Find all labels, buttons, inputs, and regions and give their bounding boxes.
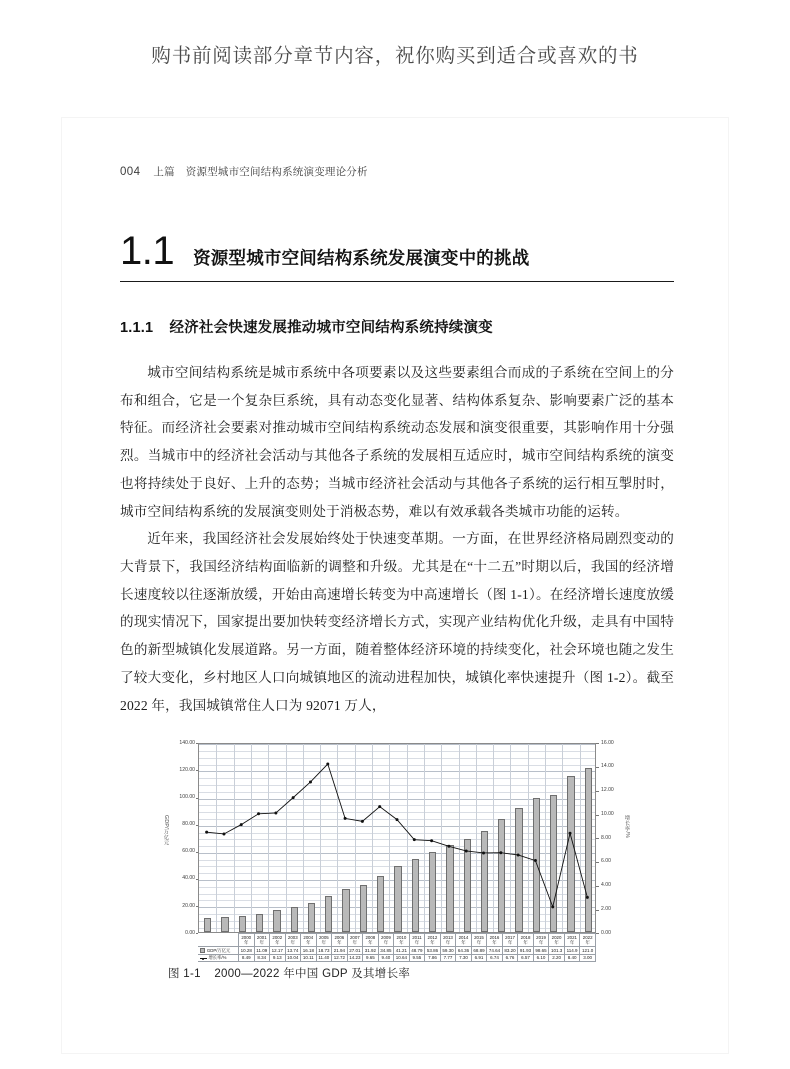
chart-right-tick-label: 6.00 — [601, 858, 611, 865]
table-cell-value: 98.65 — [533, 946, 549, 954]
table-cell-value: 10.11 — [301, 954, 317, 961]
table-cell-year: 2016 年 — [487, 934, 503, 947]
table-cell-value: 3.00 — [580, 954, 596, 961]
chart-y-axis-label: GDP/万亿元 — [163, 815, 169, 846]
table-cell-value: 9.13 — [270, 954, 286, 961]
chart-right-tick-mark — [596, 838, 599, 839]
table-cell-value: 12.72 — [332, 954, 348, 961]
chart-left-tick-mark — [196, 906, 199, 907]
chart-bar — [342, 889, 349, 932]
table-cell-value: 7.86 — [425, 954, 441, 961]
chart-left-tick-label: 140.00 — [179, 739, 195, 746]
chart-bar — [515, 808, 522, 933]
table-cell-value: 2.20 — [549, 954, 565, 961]
legend-line-swatch-icon — [200, 958, 207, 959]
running-head — [120, 164, 674, 179]
subsection-number: 1.1.1 — [120, 320, 154, 336]
chart-right-tick-label: 16.00 — [601, 739, 614, 746]
chart-left-tick-label: 120.00 — [179, 766, 195, 773]
table-cell-year: 2019 年 — [533, 934, 549, 947]
chart-left-tick-label: 40.00 — [182, 875, 195, 882]
chart-bar — [429, 852, 436, 932]
chart-right-tick-mark — [596, 862, 599, 863]
chart-right-tick-label: 0.00 — [601, 929, 611, 936]
table-cell-value: 27.01 — [347, 946, 363, 954]
figure-1-1 — [120, 737, 674, 981]
chart-right-tick-label: 4.00 — [601, 882, 611, 889]
table-cell-year: 2020 年 — [549, 934, 565, 947]
table-cell-year: 2001 年 — [254, 934, 270, 947]
table-cell-year: 2005 年 — [316, 934, 332, 947]
table-cell-year: 2004 年 — [301, 934, 317, 947]
table-cell-value: 8.40 — [564, 954, 580, 961]
table-cell-year: 2002 年 — [270, 934, 286, 947]
chart-right-tick-mark — [596, 767, 599, 768]
table-cell-value: 68.89 — [471, 946, 487, 954]
table-cell-value: 6.10 — [533, 954, 549, 961]
running-head-title: 资源型城市空间结构系统演变理论分析 — [185, 166, 368, 178]
table-row-series — [198, 954, 596, 961]
body-paragraph-1: 城市空间结构系统是城市系统中各项要素以及这些要素组合而成的子系统在空间上的分布和组合，它是一个复杂巨系统，具有动态变化显著、结构体系复杂、影响要素广泛的基本特征。而经济社会要素对推动城市空间结构系统动态发展和演变很重要，其影响作用十分强烈。当城市中的经济社会活动与其他各子系统的发展相互适应时，城市空间结构系统的演变也将持续处于良好、上升的态势；当城市经济社会活动与其他各子系统的运行相互掣肘时，城市空间结构系统的发展演变则处于消极态势，难以有效承载各类城市功能的运转。 — [120, 365, 674, 519]
table-cell-year: 2010 年 — [394, 934, 410, 947]
chart-left-tick-mark — [196, 798, 199, 799]
table-cell-year: 2013 年 — [440, 934, 456, 947]
table-cell-value: 7.77 — [440, 954, 456, 961]
chart-right-tick-label: 10.00 — [601, 810, 614, 817]
chart-bar — [360, 885, 367, 932]
legend-bar-swatch-icon — [200, 948, 205, 953]
table-cell-value: 16.18 — [301, 946, 317, 954]
chart-left-tick-label: 0.00 — [185, 929, 195, 936]
chart-bar — [446, 845, 453, 932]
table-cell-year: 2014 年 — [456, 934, 472, 947]
chart-right-tick-mark — [596, 933, 599, 934]
promo-banner-text: 购书前阅读部分章节内容，祝你购买到适合或喜欢的书 — [151, 45, 639, 67]
table-cell-value: 9.40 — [378, 954, 394, 961]
chart-bar — [585, 768, 592, 932]
section-divider — [120, 281, 674, 282]
chart-bar — [394, 866, 401, 932]
table-cell-value: 59.30 — [440, 946, 456, 954]
chart-gdp-growth — [162, 737, 632, 961]
chart-right-tick-mark — [596, 910, 599, 911]
table-cell-value: 9.55 — [409, 954, 425, 961]
table-cell-year: 2003 年 — [285, 934, 301, 947]
table-cell-value: 6.91 — [471, 954, 487, 961]
subsection-title: 经济社会快速发展推动城市空间结构系统持续演变 — [169, 320, 493, 336]
table-cell-value: 9.65 — [363, 954, 379, 961]
table-cell-year: 2009 年 — [378, 934, 394, 947]
table-cell-value: 41.21 — [394, 946, 410, 954]
chart-bar — [221, 917, 228, 932]
chart-left-tick-label: 60.00 — [182, 848, 195, 855]
table-cell-value: 8.34 — [254, 954, 270, 961]
chart-bar — [308, 903, 315, 933]
chart-right-tick-label: 2.00 — [601, 905, 611, 912]
table-cell-value: 10.04 — [285, 954, 301, 961]
chart-legend-gdp — [198, 946, 239, 954]
chart-bar — [464, 839, 471, 932]
figure-caption-text: 2000—2022 年中国 GDP 及其增长率 — [214, 968, 411, 981]
subsection-heading — [120, 316, 674, 337]
chart-bar — [498, 819, 505, 932]
table-cell-value: 121.0 — [580, 946, 596, 954]
table-cell-value: 12.17 — [270, 946, 286, 954]
chart-right-tick-label: 14.00 — [601, 763, 614, 770]
table-cell-value: 74.64 — [487, 946, 503, 954]
table-cell-value: 91.93 — [518, 946, 534, 954]
chart-bar — [291, 907, 298, 932]
chart-right-tick-mark — [596, 791, 599, 792]
promo-banner — [0, 0, 790, 108]
table-cell-year: 2022 年 — [580, 934, 596, 947]
running-head-part: 上篇 — [153, 166, 175, 178]
table-cell-value: 13.74 — [285, 946, 301, 954]
chart-bar — [481, 831, 488, 932]
table-cell-year: 2021 年 — [564, 934, 580, 947]
chart-left-tick-mark — [196, 879, 199, 880]
table-cell-year: 2006 年 — [332, 934, 348, 947]
chart-y2-axis-label: 增长率/% — [624, 815, 630, 839]
chart-bar — [567, 776, 574, 932]
chart-right-tick-label: 12.00 — [601, 787, 614, 794]
table-cell-value: 53.86 — [425, 946, 441, 954]
chart-left-tick-label: 100.00 — [179, 794, 195, 801]
table-cell-value: 18.73 — [316, 946, 332, 954]
table-cell-year: 2000 年 — [239, 934, 255, 947]
chart-left-tick-label: 80.00 — [182, 821, 195, 828]
table-cell-value: 14.23 — [347, 954, 363, 961]
chart-legend-growth — [198, 954, 239, 961]
chart-legend-label: 增长率/% — [208, 955, 227, 961]
table-cell-value: 101.3 — [549, 946, 565, 954]
table-cell-year: 2007 年 — [347, 934, 363, 947]
table-cell-year: 2012 年 — [425, 934, 441, 947]
chart-plot-area — [198, 743, 596, 933]
section-heading — [120, 231, 674, 271]
chart-bar — [550, 795, 557, 932]
table-cell-value: 114.9 — [564, 946, 580, 954]
chart-right-tick-mark — [596, 815, 599, 816]
chart-right-tick-label: 8.00 — [601, 834, 611, 841]
chart-bar — [256, 914, 263, 933]
section-number: 1.1 — [120, 229, 175, 273]
chart-bar — [377, 876, 384, 932]
chart-legend-corner — [198, 934, 239, 947]
table-cell-value: 11.40 — [316, 954, 332, 961]
table-cell-value: 64.36 — [456, 946, 472, 954]
book-page-sheet — [62, 118, 728, 1053]
table-cell-value: 48.79 — [409, 946, 425, 954]
table-cell-value: 34.85 — [378, 946, 394, 954]
table-cell-year: 2011 年 — [409, 934, 425, 947]
chart-bar — [412, 859, 419, 932]
body-paragraph-2: 近年来，我国经济社会发展始终处于快速变革期。一方面，在世界经济格局剧烈变动的大背景下，我国经济结构面临新的调整和升级。尤其是在“十二五”时期以后，我国的经济增长速度较以往逐渐放缓，开始由高速增长转变为中高速增长（图 1-1）。在经济增长速度放缓的现实情况下，国家提出要加快转变经济增长方式，实现产业结构优化升级，走具有中国特色的新型城镇化发展道路。另一方面，随着整体经济环境的持续变化，社会环境也随之发生了较大变化，乡村地区人口向城镇地区的流动进程加快，城镇化率快速提升（图 1-2）。截至 2022 年，我国城镇常住人口为 92071 万人， — [120, 531, 674, 713]
table-cell-value: 11.09 — [254, 946, 270, 954]
table-cell-year: 2008 年 — [363, 934, 379, 947]
page-number: 004 — [120, 166, 141, 178]
figure-caption-number: 图 1-1 — [168, 968, 201, 981]
page-content — [62, 118, 728, 1053]
table-row-years — [198, 934, 596, 947]
chart-bar — [533, 798, 540, 932]
chart-bar — [239, 916, 246, 933]
table-cell-value: 6.57 — [518, 954, 534, 961]
section-title: 资源型城市空间结构系统发展演变中的挑战 — [193, 248, 530, 268]
chart-legend-label: GDP/万亿元 — [206, 947, 231, 953]
table-cell-value: 83.20 — [502, 946, 518, 954]
chart-bar — [204, 918, 211, 932]
chart-right-tick-mark — [596, 886, 599, 887]
table-cell-value: 6.76 — [502, 954, 518, 961]
table-cell-value: 21.94 — [332, 946, 348, 954]
chart-left-tick-mark — [196, 825, 199, 826]
figure-caption — [120, 965, 674, 981]
table-cell-value: 6.74 — [487, 954, 503, 961]
table-cell-value: 10.28 — [239, 946, 255, 954]
chart-left-tick-mark — [196, 852, 199, 853]
table-row-series — [198, 946, 596, 954]
table-cell-year: 2015 年 — [471, 934, 487, 947]
table-cell-year: 2018 年 — [518, 934, 534, 947]
table-cell-value: 8.49 — [239, 954, 255, 961]
table-cell-value: 31.92 — [363, 946, 379, 954]
table-cell-value: 10.64 — [394, 954, 410, 961]
chart-plot-wrapper — [198, 743, 596, 933]
chart-right-tick-mark — [596, 743, 599, 744]
table-cell-value: 7.30 — [456, 954, 472, 961]
chart-left-tick-mark — [196, 743, 199, 744]
chart-left-tick-mark — [196, 770, 199, 771]
chart-bar — [325, 896, 332, 933]
chart-bar — [273, 910, 280, 932]
chart-left-tick-label: 20.00 — [182, 902, 195, 909]
table-cell-year: 2017 年 — [502, 934, 518, 947]
chart-data-table — [198, 933, 596, 962]
